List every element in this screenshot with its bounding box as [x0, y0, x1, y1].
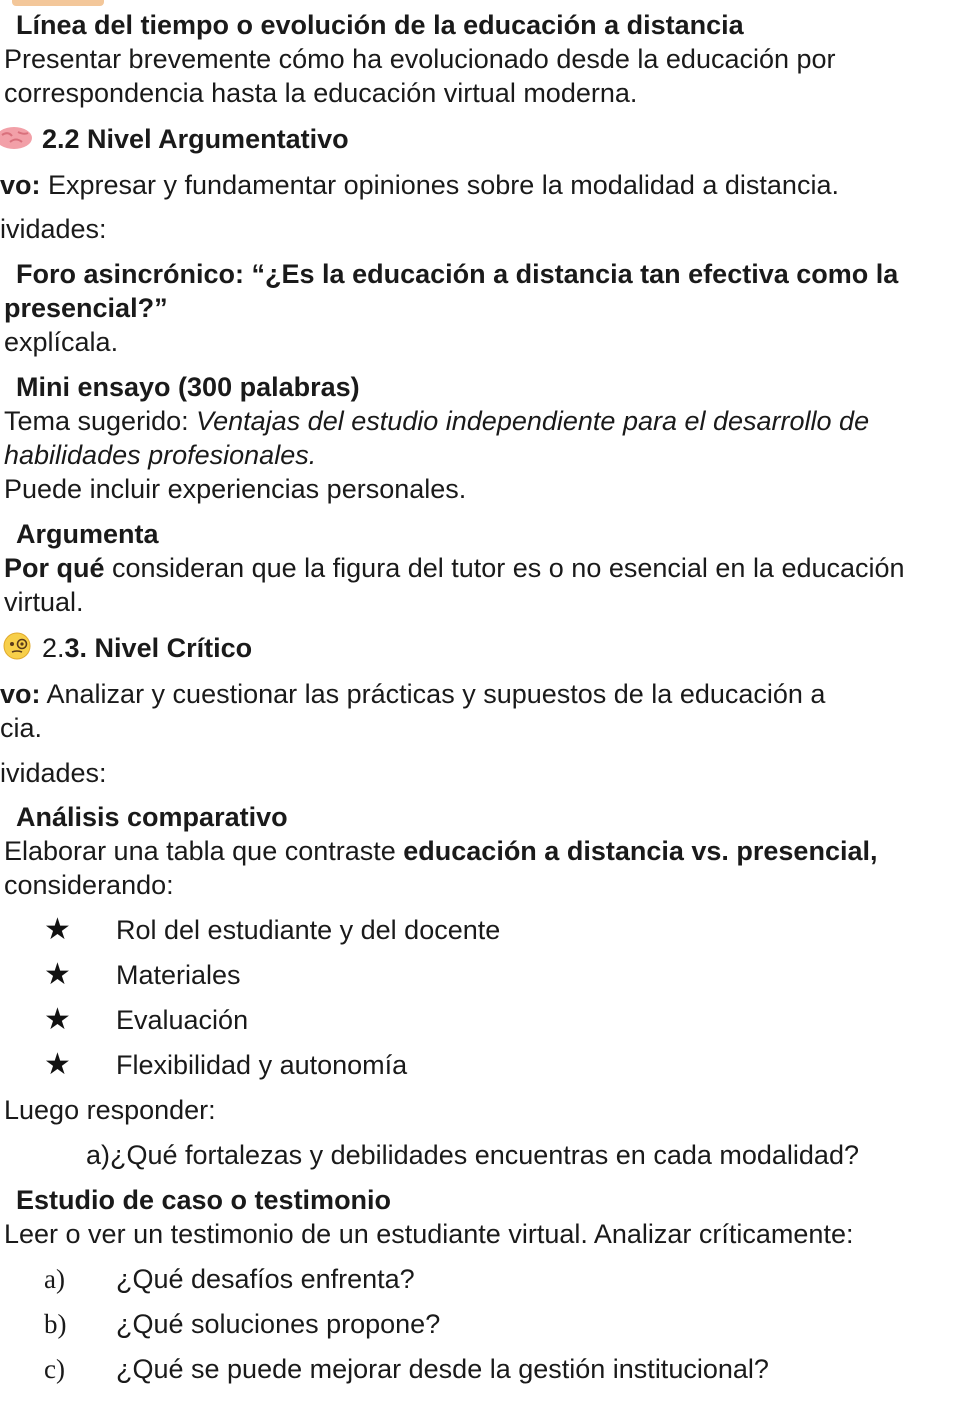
mini-ensayo-title: Mini ensayo (300 palabras)	[16, 372, 360, 402]
list-letter: c)	[44, 1354, 65, 1384]
section-2-3-objective-line-1: vo: Analizar y cuestionar las prácticas y supuestos de la educación a	[0, 679, 826, 709]
list-item: ¿Qué desafíos enfrenta?	[116, 1264, 415, 1294]
top-tab-fragment	[12, 0, 104, 6]
foro-title-line-2: presencial?”	[4, 293, 168, 323]
section-2-3-activities-label: ividades:	[0, 758, 107, 788]
star-icon: ★	[44, 1003, 71, 1036]
monocle-face-icon	[0, 631, 34, 661]
timeline-line-1: Presentar brevemente cómo ha evolucionado desde la educación por	[4, 44, 836, 74]
star-item: Evaluación	[116, 1005, 249, 1035]
star-icon: ★	[44, 958, 71, 991]
list-item: ¿Qué se puede mejorar desde la gestión institucional?	[116, 1354, 769, 1384]
section-2-2-activities-label: ividades:	[0, 214, 107, 244]
luego-responder: Luego responder:	[4, 1095, 216, 1125]
ensayo-line-3: Puede incluir experiencias personales.	[4, 474, 467, 504]
tema-sugerido-line-1: Tema sugerido: Ventajas del estudio independiente para el desarrollo de	[4, 406, 870, 436]
section-2-2-objective: vo: Expresar y fundamentar opiniones sobre la modalidad a distancia.	[0, 170, 839, 200]
star-icon: ★	[44, 913, 71, 946]
argumenta-line-1: Por qué consideran que la figura del tutor es o no esencial en la educación	[4, 553, 905, 583]
question-a: a)¿Qué fortalezas y debilidades encuentras en cada modalidad?	[86, 1140, 859, 1170]
estudio-caso-title: Estudio de caso o testimonio	[16, 1185, 392, 1215]
foro-line: explícala.	[4, 327, 119, 357]
argumenta-title: Argumenta	[16, 519, 159, 549]
star-item: Materiales	[116, 960, 241, 990]
tema-sugerido-line-2: habilidades profesionales.	[4, 440, 317, 470]
estudio-caso-line: Leer o ver un testimonio de un estudiante virtual. Analizar críticamente:	[4, 1219, 854, 1249]
list-letter: a)	[44, 1264, 65, 1294]
brain-icon	[0, 123, 34, 153]
argumenta-line-2: virtual.	[4, 587, 84, 617]
foro-title-line-1: Foro asincrónico: “¿Es la educación a distancia tan efectiva como la	[16, 259, 899, 289]
section-2-2-heading: 2.2 Nivel Argumentativo	[42, 124, 349, 154]
list-item: ¿Qué soluciones propone?	[116, 1309, 441, 1339]
analisis-line-1: Elaborar una tabla que contraste educación a distancia vs. presencial,	[4, 836, 878, 866]
section-2-3-objective-line-2: cia.	[0, 713, 43, 743]
star-item: Rol del estudiante y del docente	[116, 915, 501, 945]
star-item: Flexibilidad y autonomía	[116, 1050, 408, 1080]
section-2-3-heading: 2.3. Nivel Crítico	[42, 633, 253, 663]
star-icon: ★	[44, 1048, 71, 1081]
analisis-line-2: considerando:	[4, 870, 174, 900]
list-letter: b)	[44, 1309, 67, 1339]
timeline-title: Línea del tiempo o evolución de la educación a distancia	[16, 10, 744, 40]
analisis-title: Análisis comparativo	[16, 802, 288, 832]
timeline-line-2: correspondencia hasta la educación virtual moderna.	[4, 78, 638, 108]
